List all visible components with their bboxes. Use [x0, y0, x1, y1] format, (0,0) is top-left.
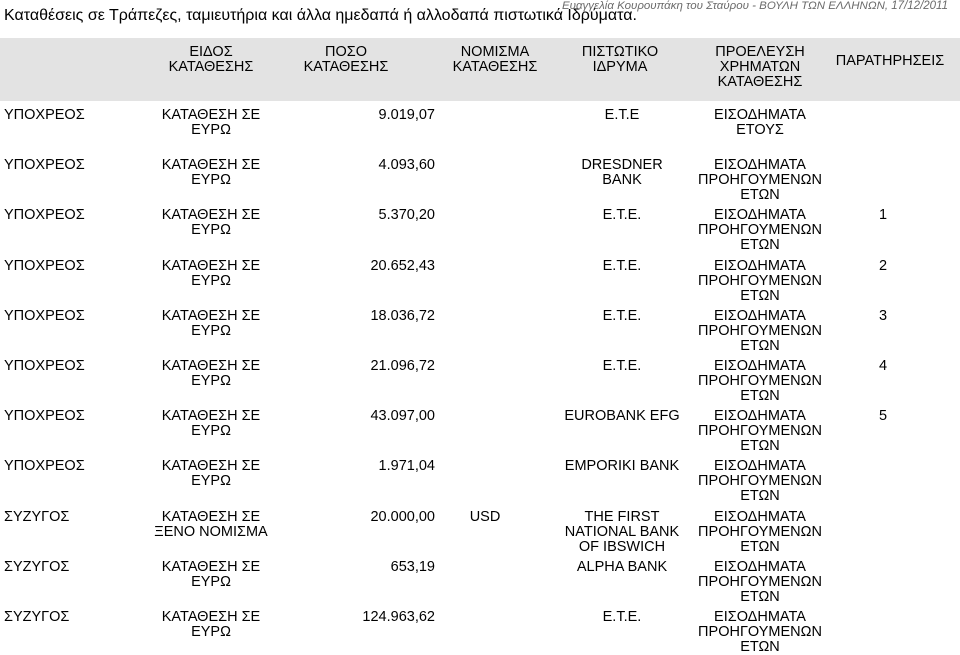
row-amount: 9.019,07	[378, 107, 435, 123]
row-deposit-type: ΚΑΤΑΘΕΣΗ ΣΕ ΕΥΡΩ	[161, 308, 261, 339]
row-currency: USD	[469, 509, 501, 525]
row-institution: DRESDNER BANK	[581, 157, 663, 188]
header-deposit-amount: ΠΟΣΟ ΚΑΤΑΘΕΣΗΣ	[303, 44, 389, 75]
row-funds-source: ΕΙΣΟΔΗΜΑΤΑ ΠΡΟΗΓΟΥΜΕΝΩΝ ΕΤΩΝ	[698, 308, 822, 354]
row-note: 3	[878, 308, 888, 324]
header-currency: ΝΟΜΙΣΜΑ ΚΑΤΑΘΕΣΗΣ	[452, 44, 538, 75]
source-note: Ευαγγελία Κουρουπάκη του Σταύρου - ΒΟΥΛΗ ΤΩΝ ΕΛΛΗΝΩΝ, 17/12/2011	[562, 0, 948, 12]
header-institution: ΠΙΣΤΩΤΙΚΟ ΙΔΡΥΜΑ	[581, 44, 659, 75]
row-amount: 21.096,72	[370, 358, 435, 374]
title-bar	[0, 0, 960, 30]
row-institution: Ε.Τ.Ε.	[602, 358, 642, 374]
header-source: ΠΡΟΕΛΕΥΣΗ ΧΡΗΜΑΤΩΝ ΚΑΤΑΘΕΣΗΣ	[715, 44, 805, 90]
row-funds-source: ΕΙΣΟΔΗΜΑΤΑ ΠΡΟΗΓΟΥΜΕΝΩΝ ΕΤΩΝ	[698, 207, 822, 253]
row-funds-source: ΕΙΣΟΔΗΜΑΤΑ ΠΡΟΗΓΟΥΜΕΝΩΝ ΕΤΩΝ	[698, 559, 822, 605]
row-owner: ΥΠΟΧΡΕΟΣ	[4, 308, 85, 324]
row-owner: ΥΠΟΧΡΕΟΣ	[4, 358, 85, 374]
row-owner: ΥΠΟΧΡΕΟΣ	[4, 157, 85, 173]
row-institution: EUROBANK EFG	[564, 408, 680, 424]
row-amount: 5.370,20	[378, 207, 435, 223]
row-amount: 1.971,04	[378, 458, 435, 474]
row-institution: Ε.Τ.Ε.	[602, 258, 642, 274]
row-note: 1	[878, 207, 888, 223]
row-funds-source: ΕΙΣΟΔΗΜΑΤΑ ΠΡΟΗΓΟΥΜΕΝΩΝ ΕΤΩΝ	[698, 509, 822, 555]
row-institution: THE FIRST NATIONAL BANK OF IBSWICH	[564, 509, 680, 555]
row-owner: ΥΠΟΧΡΕΟΣ	[4, 207, 85, 223]
row-funds-source: ΕΙΣΟΔΗΜΑΤΑ ΠΡΟΗΓΟΥΜΕΝΩΝ ΕΤΩΝ	[698, 358, 822, 404]
row-note: 4	[878, 358, 888, 374]
row-amount: 18.036,72	[370, 308, 435, 324]
row-deposit-type: ΚΑΤΑΘΕΣΗ ΣΕ ΕΥΡΩ	[161, 157, 261, 188]
row-amount: 20.000,00	[370, 509, 435, 525]
row-amount: 653,19	[390, 559, 435, 575]
row-amount: 124.963,62	[362, 609, 435, 625]
row-institution: EMPORIKI BANK	[564, 458, 680, 474]
row-deposit-type: ΚΑΤΑΘΕΣΗ ΣΕ ΕΥΡΩ	[161, 207, 261, 238]
row-owner: ΥΠΟΧΡΕΟΣ	[4, 408, 85, 424]
row-deposit-type: ΚΑΤΑΘΕΣΗ ΣΕ ΕΥΡΩ	[161, 107, 261, 138]
row-note: 2	[878, 258, 888, 274]
row-funds-source: ΕΙΣΟΔΗΜΑΤΑ ΠΡΟΗΓΟΥΜΕΝΩΝ ΕΤΩΝ	[698, 609, 822, 655]
row-institution: Ε.Τ.Ε.	[602, 207, 642, 223]
header-notes: ΠΑΡΑΤΗΡΗΣΕΙΣ	[835, 53, 945, 69]
row-owner: ΥΠΟΧΡΕΟΣ	[4, 107, 85, 123]
row-deposit-type: ΚΑΤΑΘΕΣΗ ΣΕ ΕΥΡΩ	[161, 559, 261, 590]
row-funds-source: ΕΙΣΟΔΗΜΑΤΑ ΠΡΟΗΓΟΥΜΕΝΩΝ ΕΤΩΝ	[698, 258, 822, 304]
row-amount: 20.652,43	[370, 258, 435, 274]
row-deposit-type: ΚΑΤΑΘΕΣΗ ΣΕ ΕΥΡΩ	[161, 358, 261, 389]
row-funds-source: ΕΙΣΟΔΗΜΑΤΑ ΠΡΟΗΓΟΥΜΕΝΩΝ ΕΤΩΝ	[698, 458, 822, 504]
row-funds-source: ΕΙΣΟΔΗΜΑΤΑ ΠΡΟΗΓΟΥΜΕΝΩΝ ΕΤΩΝ	[698, 157, 822, 203]
row-owner: ΣΥΖΥΓΟΣ	[4, 609, 70, 625]
row-institution: Ε.Τ.Ε.	[602, 308, 642, 324]
row-deposit-type: ΚΑΤΑΘΕΣΗ ΣΕ ΕΥΡΩ	[161, 408, 261, 439]
row-funds-source: ΕΙΣΟΔΗΜΑΤΑ ΕΤΟΥΣ	[714, 107, 806, 138]
row-institution: Ε.Τ.Ε	[604, 107, 640, 123]
row-note: 5	[878, 408, 888, 424]
row-institution: Ε.Τ.Ε.	[602, 609, 642, 625]
row-deposit-type: ΚΑΤΑΘΕΣΗ ΣΕ ΕΥΡΩ	[161, 458, 261, 489]
row-owner: ΣΥΖΥΓΟΣ	[4, 509, 70, 525]
row-funds-source: ΕΙΣΟΔΗΜΑΤΑ ΠΡΟΗΓΟΥΜΕΝΩΝ ΕΤΩΝ	[698, 408, 822, 454]
row-amount: 4.093,60	[378, 157, 435, 173]
row-institution: ALPHA BANK	[576, 559, 668, 575]
row-owner: ΥΠΟΧΡΕΟΣ	[4, 258, 85, 274]
row-deposit-type: ΚΑΤΑΘΕΣΗ ΣΕ ΕΥΡΩ	[161, 258, 261, 289]
page-title: Καταθέσεις σε Τράπεζες, ταμιευτήρια και άλλα ημεδαπά ή αλλοδαπά πιστωτικά Ιδρύματα.	[4, 7, 637, 24]
row-amount: 43.097,00	[370, 408, 435, 424]
row-owner: ΥΠΟΧΡΕΟΣ	[4, 458, 85, 474]
row-deposit-type: ΚΑΤΑΘΕΣΗ ΣΕ ΞΕΝΟ ΝΟΜΙΣΜΑ	[154, 509, 268, 540]
header-deposit-type: ΕΙΔΟΣ ΚΑΤΑΘΕΣΗΣ	[168, 44, 254, 75]
row-owner: ΣΥΖΥΓΟΣ	[4, 559, 70, 575]
row-deposit-type: ΚΑΤΑΘΕΣΗ ΣΕ ΕΥΡΩ	[161, 609, 261, 640]
